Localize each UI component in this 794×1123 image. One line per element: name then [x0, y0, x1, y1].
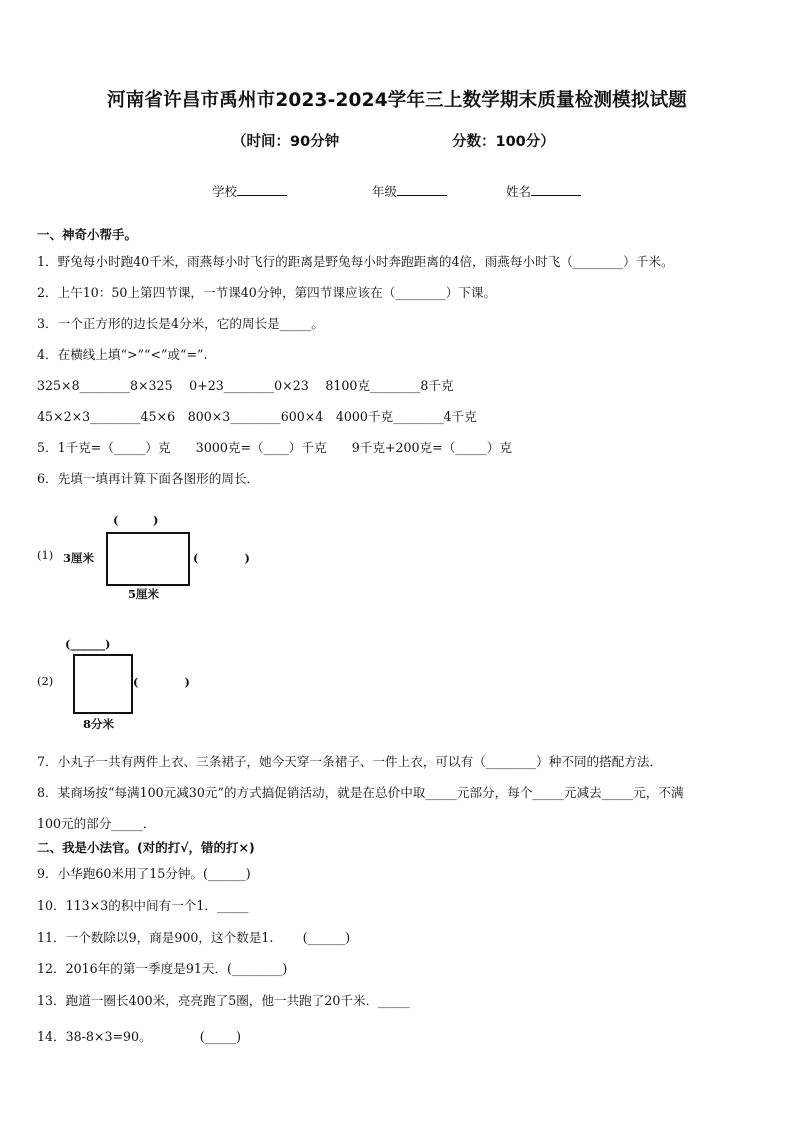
- name-label: 姓名: [506, 184, 532, 199]
- figure-2-right-paren: ( ): [133, 675, 190, 689]
- figure-1-right-paren: ( ): [193, 551, 250, 565]
- name-field[interactable]: [506, 182, 581, 200]
- exam-time: （时间：90分钟: [232, 134, 340, 150]
- question-1: 1．野兔每小时跑40千米，雨燕每小时飞行的距离是野兔每小时奔跑距离的4倍，雨燕每小时飞（________）千米。: [37, 254, 674, 269]
- grade-label: 年级: [372, 184, 398, 199]
- school-blank[interactable]: [237, 182, 287, 196]
- question-5: 5．1千克=（_____）克 3000克=（____）千克 9千克+200克=（_____）克: [37, 440, 512, 455]
- figure-1-left-side-label: 3厘米: [63, 551, 95, 565]
- question-6: 6．先填一填再计算下面各图形的周长．: [37, 471, 260, 486]
- question-9: 9．小华跑60米用了15分钟。(______): [37, 866, 251, 881]
- school-field[interactable]: [212, 182, 287, 200]
- figure-2-top-paren: (______): [65, 637, 111, 651]
- name-blank[interactable]: [531, 182, 581, 196]
- question-8-line-1: 8．某商场按“每满100元减30元”的方式搞促销活动，就是在总价中取_____元部分，每个_____元减去_____元，不满: [37, 785, 684, 800]
- figure-2-label: (2): [37, 674, 54, 688]
- rectangle-shape: [106, 532, 190, 586]
- question-7: 7．小丸子一共有两件上衣、三条裙子，她今天穿一条裙子、一件上衣，可以有（________）种不同的搭配方法．: [37, 754, 663, 769]
- figure-1-label: (1): [37, 548, 54, 562]
- question-10: 10．113×3的积中间有一个1．_____: [37, 898, 249, 913]
- question-3: 3．一个正方形的边长是4分米，它的周长是_____。: [37, 316, 324, 331]
- grade-field[interactable]: [372, 182, 447, 200]
- question-8-line-2: 100元的部分_____．: [37, 816, 156, 831]
- question-13: 13．跑道一圈长400米，亮亮跑了5圈，他一共跑了20千米．_____: [37, 993, 410, 1008]
- figure-1-top-paren: ( ): [113, 513, 159, 527]
- figure-2-bottom-side-label: 8分米: [83, 717, 115, 731]
- figure-square: [37, 634, 287, 734]
- page-title: 河南省许昌市禹州市2023-2024学年三上数学期末质量检测模拟试题: [107, 90, 687, 111]
- square-shape: [73, 654, 133, 714]
- grade-blank[interactable]: [397, 182, 447, 196]
- question-2: 2．上午10：50上第四节课，一节课40分钟，第四节课应该在（________）下课。: [37, 285, 497, 300]
- question-11: 11．一个数除以9，商是900，这个数是1. (______): [37, 930, 351, 945]
- figure-rectangle: [37, 508, 287, 603]
- school-label: 学校: [212, 184, 238, 199]
- question-14: 14．38-8×3=90。 (_____): [37, 1029, 242, 1044]
- question-4-row-1: 325×8________8×325 0+23________0×23 8100克________8千克: [37, 378, 454, 393]
- question-4: 4．在横线上填“>”“<”或“=”.: [37, 347, 208, 362]
- section1-heading: 一、神奇小帮手。: [37, 227, 138, 242]
- question-12: 12．2016年的第一季度是91天．(________): [37, 961, 288, 976]
- figure-1-bottom-side-label: 5厘米: [128, 587, 160, 601]
- exam-score: 分数：100分）: [452, 134, 555, 150]
- section2-heading: 二、我是小法官。(对的打√，错的打×): [37, 840, 255, 855]
- question-4-row-2: 45×2×3________45×6 800×3________600×4 4000千克________4千克: [37, 409, 477, 424]
